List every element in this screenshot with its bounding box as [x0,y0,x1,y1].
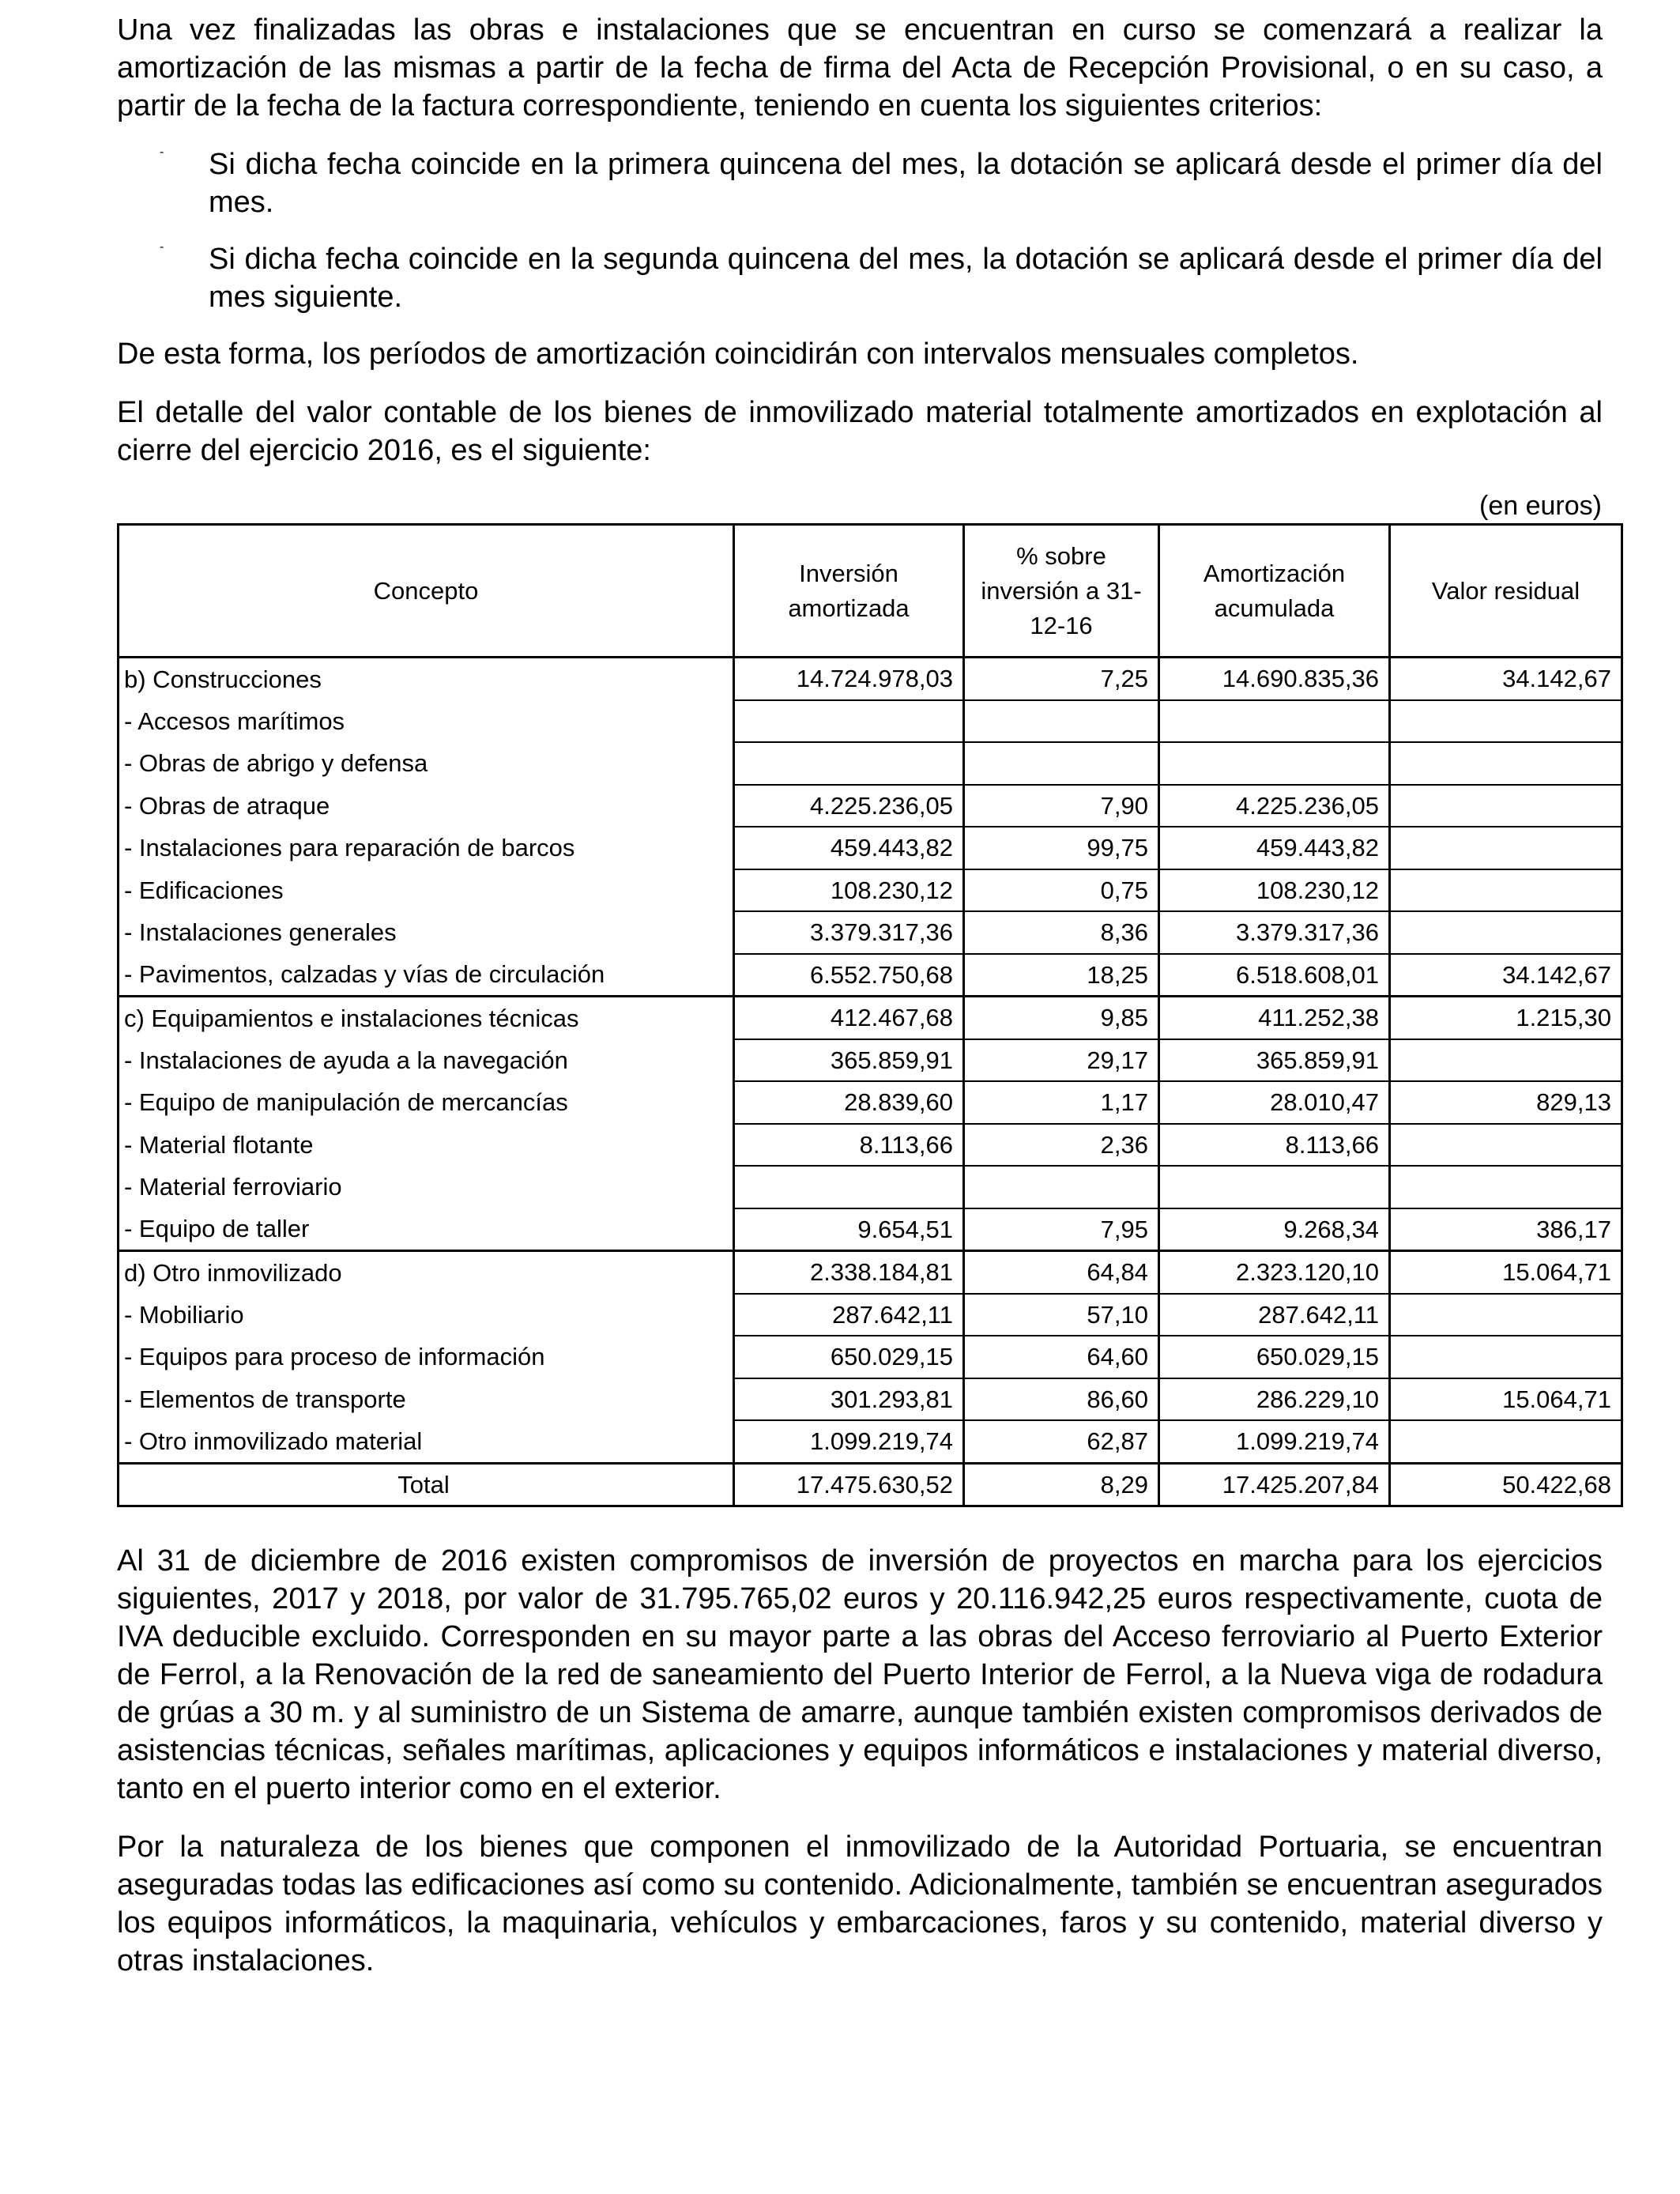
table-row [119,954,1622,997]
forma-paragraph: De esta forma, los períodos de amortización coincidirán con intervalos mensuales completos. [117,337,1359,371]
cell-porcentaje: 9,85 [964,997,1159,1039]
cell-amortizacion: 8.113,66 [1159,1124,1390,1167]
cell-amortizacion: 650.029,15 [1159,1336,1390,1378]
criteria-bullet-2 [117,240,1603,316]
header-amortizacion: Amortización acumulada [1159,525,1390,658]
cell-residual [1390,1294,1622,1336]
cell-porcentaje: 62,87 [964,1420,1159,1463]
cell-concepto: - Material ferroviario [119,1166,734,1208]
cell-concepto: - Instalaciones generales [119,911,734,954]
cell-residual [1390,742,1622,785]
cell-residual: 34.142,67 [1390,658,1622,700]
cell-inversion: 459.443,82 [734,827,964,869]
cell-inversion: 412.467,68 [734,997,964,1039]
cell-concepto: - Pavimentos, calzadas y vías de circulación [119,954,734,997]
table-header-row [119,525,1622,658]
table-row [119,1039,1622,1082]
cell-inversion: 6.552.750,68 [734,954,964,997]
cell-inversion: 14.724.978,03 [734,658,964,700]
cell-residual: 1.215,30 [1390,997,1622,1039]
seguros-paragraph: Por la naturaleza de los bienes que componen el inmovilizado de la Autoridad Portuaria, se encuentran aseguradas todas las edificaciones así como su contenido. Adicionalmente, también se encuentran asegurados los equipos informáticos, la maquinaria, vehículos y embarcaciones, faros y su contenido, material diverso y otras instalaciones. [117,1830,1603,1977]
cell-inversion: 1.099.219,74 [734,1420,964,1463]
bullet-text: Si dicha fecha coincide en la segunda quincena del mes, la dotación se aplicará desde el primer día del mes siguiente. [209,243,1603,314]
intro-paragraph: Una vez finalizadas las obras e instalaciones que se encuentran en curso se comenzará a realizar la amortización de las mismas a partir de la fecha de firma del Acta de Recepción Provisional, o en su caso, a partir de la fecha de la factura correspondiente, teniendo en cuenta los siguientes criterios: [117,13,1603,123]
cell-porcentaje [964,742,1159,785]
table-row [119,869,1622,912]
header-inversion: Inversión amortizada [734,525,964,658]
cell-porcentaje: 99,75 [964,827,1159,869]
table-row [119,1124,1622,1167]
cell-inversion: 3.379.317,36 [734,911,964,954]
header-concepto: Concepto [119,525,734,658]
bullet-dash: - [160,240,164,254]
cell-concepto: - Instalaciones de ayuda a la navegación [119,1039,734,1082]
table-row [119,1081,1622,1124]
cell-residual [1390,1166,1622,1208]
cell-porcentaje [964,1166,1159,1208]
table-row [119,742,1622,785]
cell-porcentaje: 18,25 [964,954,1159,997]
bullet-dash: - [160,145,164,159]
cell-residual [1390,785,1622,827]
cell-amortizacion: 365.859,91 [1159,1039,1390,1082]
cell-porcentaje: 8,29 [964,1463,1159,1506]
table-row [119,911,1622,954]
cell-residual [1390,911,1622,954]
cell-inversion: 287.642,11 [734,1294,964,1336]
cell-porcentaje: 7,25 [964,658,1159,700]
cell-concepto: Total [119,1463,734,1506]
cell-amortizacion: 3.379.317,36 [1159,911,1390,954]
table-row [119,1166,1622,1208]
cell-inversion: 108.230,12 [734,869,964,912]
cell-residual: 829,13 [1390,1081,1622,1124]
cell-concepto: c) Equipamientos e instalaciones técnicas [119,997,734,1039]
table-unit-label: (en euros) [1479,491,1602,521]
cell-concepto: - Edificaciones [119,869,734,912]
cell-residual: 386,17 [1390,1208,1622,1251]
cell-amortizacion: 4.225.236,05 [1159,785,1390,827]
table-body [119,658,1622,1506]
cell-inversion [734,1166,964,1208]
detalle-paragraph: El detalle del valor contable de los bienes de inmovilizado material totalmente amortizados en explotación al cierre del ejercicio 2016, es el siguiente: [117,396,1603,467]
cell-inversion: 301.293,81 [734,1378,964,1421]
cell-porcentaje: 64,84 [964,1251,1159,1294]
cell-inversion: 4.225.236,05 [734,785,964,827]
cell-amortizacion: 17.425.207,84 [1159,1463,1390,1506]
cell-amortizacion: 287.642,11 [1159,1294,1390,1336]
cell-inversion: 650.029,15 [734,1336,964,1378]
table-row [119,1294,1622,1336]
cell-inversion: 8.113,66 [734,1124,964,1167]
table-group-row [119,1251,1622,1294]
cell-concepto: d) Otro inmovilizado [119,1251,734,1294]
cell-inversion: 2.338.184,81 [734,1251,964,1294]
cell-porcentaje [964,700,1159,743]
cell-concepto: - Obras de abrigo y defensa [119,742,734,785]
cell-amortizacion: 14.690.835,36 [1159,658,1390,700]
cell-porcentaje: 0,75 [964,869,1159,912]
cell-inversion: 17.475.630,52 [734,1463,964,1506]
cell-amortizacion [1159,1166,1390,1208]
cell-inversion [734,742,964,785]
compromisos-paragraph: Al 31 de diciembre de 2016 existen compromisos de inversión de proyectos en marcha para los ejercicios siguientes, 2017 y 2018, por valor de 31.795.765,02 euros y 20.116.942,25 euros respectivamente, cuota de IVA deducible excluido. Corresponden en su mayor parte a las obras del Acceso ferroviario al Puerto Exterior de Ferrol, a la Renovación de la red de saneamiento del Puerto Interior de Ferrol, a la Nueva viga de rodadura de grúas a 30 m. y al suministro de un Sistema de amarre, aunque también existen compromisos derivados de asistencias técnicas, señales marítimas, aplicaciones y equipos informáticos e instalaciones y material diverso, tanto en el puerto interior como en el exterior. [117,1544,1603,1805]
cell-residual: 15.064,71 [1390,1251,1622,1294]
cell-porcentaje: 1,17 [964,1081,1159,1124]
header-residual: Valor residual [1390,525,1622,658]
cell-residual [1390,827,1622,869]
cell-concepto: - Obras de atraque [119,785,734,827]
cell-concepto: - Equipo de manipulación de mercancías [119,1081,734,1124]
cell-porcentaje: 86,60 [964,1378,1159,1421]
cell-amortizacion: 1.099.219,74 [1159,1420,1390,1463]
cell-porcentaje: 57,10 [964,1294,1159,1336]
table-row [119,1420,1622,1463]
cell-residual [1390,869,1622,912]
table-group-row [119,658,1622,700]
table-row [119,827,1622,869]
cell-concepto: b) Construcciones [119,658,734,700]
cell-inversion: 9.654,51 [734,1208,964,1251]
table-row [119,1208,1622,1251]
cell-residual [1390,1336,1622,1378]
cell-residual: 34.142,67 [1390,954,1622,997]
header-porcentaje: % sobre inversión a 31-12-16 [964,525,1159,658]
cell-residual [1390,1039,1622,1082]
table-row [119,785,1622,827]
document-page [117,11,1611,1980]
cell-amortizacion: 9.268,34 [1159,1208,1390,1251]
cell-concepto: - Mobiliario [119,1294,734,1336]
cell-amortizacion: 459.443,82 [1159,827,1390,869]
cell-concepto: - Instalaciones para reparación de barcos [119,827,734,869]
table-row [119,1336,1622,1378]
table-group-row [119,997,1622,1039]
cell-amortizacion: 108.230,12 [1159,869,1390,912]
cell-residual [1390,1420,1622,1463]
cell-residual [1390,1124,1622,1167]
cell-residual: 50.422,68 [1390,1463,1622,1506]
cell-concepto: - Elementos de transporte [119,1378,734,1421]
cell-porcentaje: 2,36 [964,1124,1159,1167]
cell-porcentaje: 7,95 [964,1208,1159,1251]
table-row [119,700,1622,743]
cell-concepto: - Material flotante [119,1124,734,1167]
cell-porcentaje: 64,60 [964,1336,1159,1378]
cell-concepto: - Otro inmovilizado material [119,1420,734,1463]
cell-amortizacion [1159,700,1390,743]
cell-amortizacion [1159,742,1390,785]
cell-amortizacion: 2.323.120,10 [1159,1251,1390,1294]
amortization-table [117,523,1623,1507]
cell-residual [1390,700,1622,743]
cell-porcentaje: 29,17 [964,1039,1159,1082]
cell-inversion: 365.859,91 [734,1039,964,1082]
cell-concepto: - Accesos marítimos [119,700,734,743]
cell-amortizacion: 28.010,47 [1159,1081,1390,1124]
criteria-bullet-1 [117,145,1603,221]
bullet-text: Si dicha fecha coincide en la primera quincena del mes, la dotación se aplicará desde el primer día del mes. [209,148,1603,219]
cell-porcentaje: 7,90 [964,785,1159,827]
cell-amortizacion: 286.229,10 [1159,1378,1390,1421]
cell-amortizacion: 411.252,38 [1159,997,1390,1039]
cell-inversion [734,700,964,743]
table-total-row [119,1463,1622,1506]
table-row [119,1378,1622,1421]
cell-residual: 15.064,71 [1390,1378,1622,1421]
cell-porcentaje: 8,36 [964,911,1159,954]
cell-amortizacion: 6.518.608,01 [1159,954,1390,997]
cell-concepto: - Equipo de taller [119,1208,734,1251]
cell-concepto: - Equipos para proceso de información [119,1336,734,1378]
cell-inversion: 28.839,60 [734,1081,964,1124]
